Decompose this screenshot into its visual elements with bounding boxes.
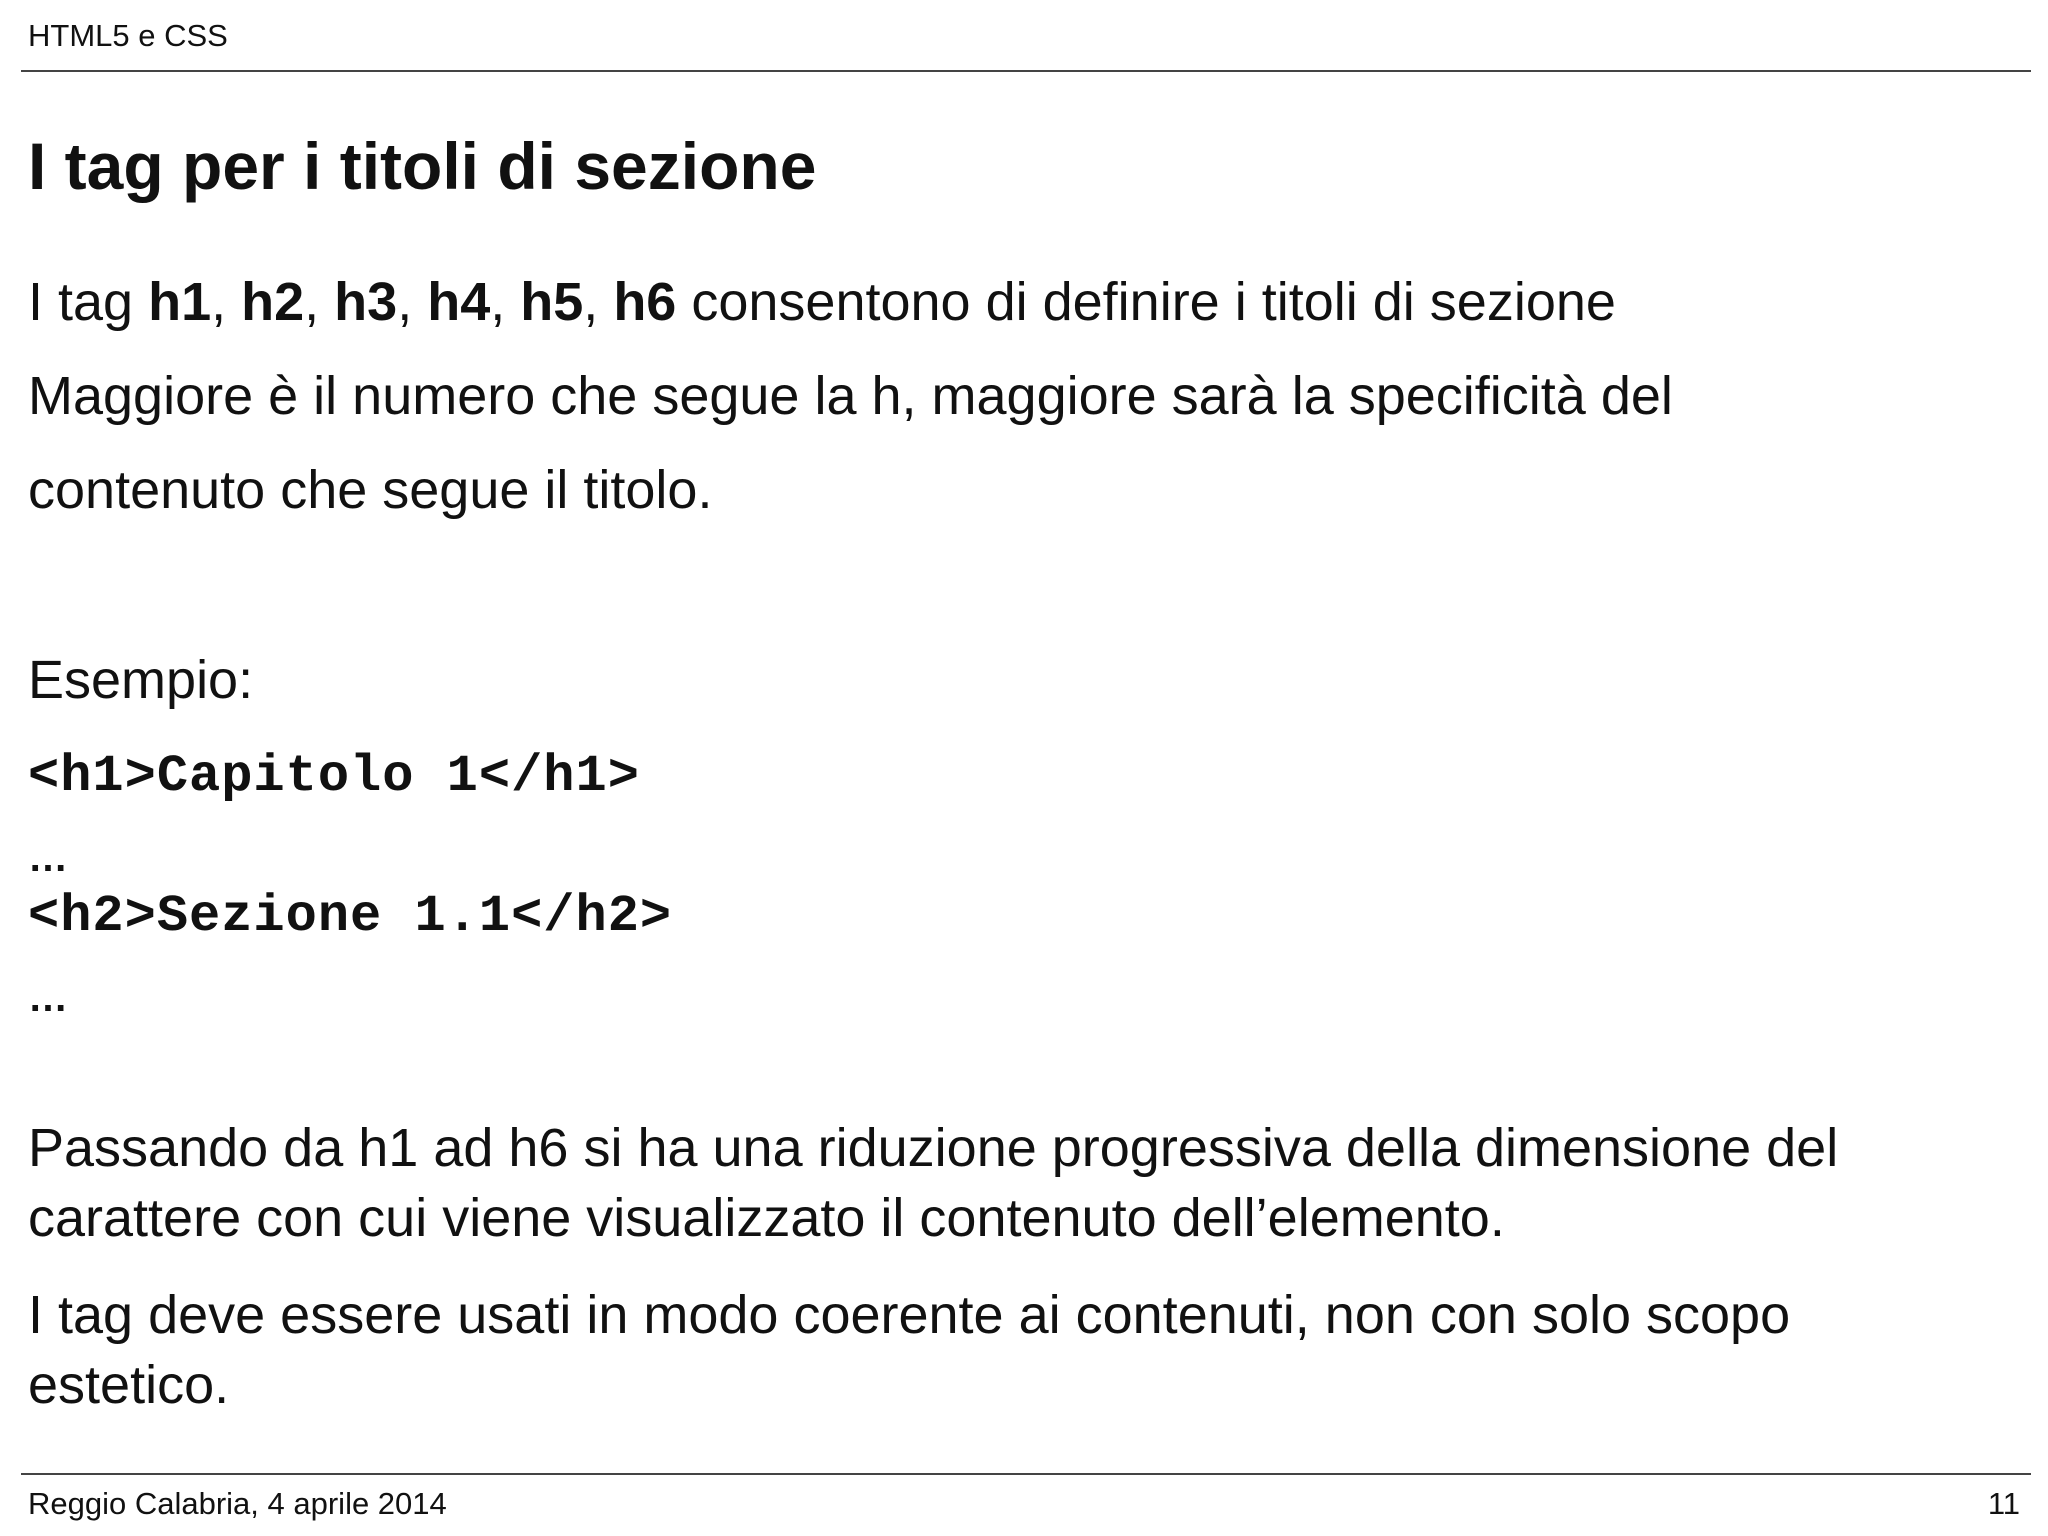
tag-separator: , bbox=[304, 272, 335, 332]
code-ellipsis: … bbox=[28, 836, 68, 880]
tag-h2: h2 bbox=[241, 272, 305, 332]
specificity-line-1: Maggiore è il numero che segue la h, maggiore sarà la specificità del bbox=[28, 366, 1673, 426]
footer-location-date: Reggio Calabria, 4 aprile 2014 bbox=[28, 1486, 447, 1521]
specificity-line-2: contenuto che segue il titolo. bbox=[28, 460, 713, 520]
example-label: Esempio: bbox=[28, 650, 254, 710]
tag-h5: h5 bbox=[520, 272, 584, 332]
tag-h6: h6 bbox=[613, 272, 677, 332]
reduction-line-2: carattere con cui viene visualizzato il contenuto dell’elemento. bbox=[28, 1188, 1505, 1248]
code-line-h1: <h1>Capitolo 1</h1> bbox=[28, 747, 640, 806]
tag-separator: , bbox=[397, 272, 428, 332]
intro-suffix: consentono di definire i titoli di sezione bbox=[676, 272, 1616, 332]
code-ellipsis: … bbox=[28, 976, 68, 1020]
header-course-title: HTML5 e CSS bbox=[28, 18, 228, 53]
intro-line bbox=[28, 270, 1616, 334]
usage-line-2: estetico. bbox=[28, 1355, 230, 1415]
intro-prefix: I tag bbox=[28, 272, 149, 332]
tag-separator: , bbox=[583, 272, 614, 332]
tag-separator: , bbox=[490, 272, 521, 332]
page-number: 11 bbox=[1987, 1486, 2020, 1521]
tag-h3: h3 bbox=[334, 272, 398, 332]
tag-separator: , bbox=[211, 272, 242, 332]
slide-title: I tag per i titoli di sezione bbox=[28, 129, 817, 203]
reduction-line-1: Passando da h1 ad h6 si ha una riduzione progressiva della dimensione del bbox=[28, 1118, 1839, 1178]
tag-h4: h4 bbox=[427, 272, 491, 332]
tag-h1: h1 bbox=[148, 272, 212, 332]
header-divider bbox=[21, 70, 2031, 72]
footer-divider bbox=[21, 1473, 2031, 1475]
code-line-h2: <h2>Sezione 1.1</h2> bbox=[28, 887, 673, 946]
usage-line-1: I tag deve essere usati in modo coerente ai contenuti, non con solo scopo bbox=[28, 1285, 1791, 1345]
